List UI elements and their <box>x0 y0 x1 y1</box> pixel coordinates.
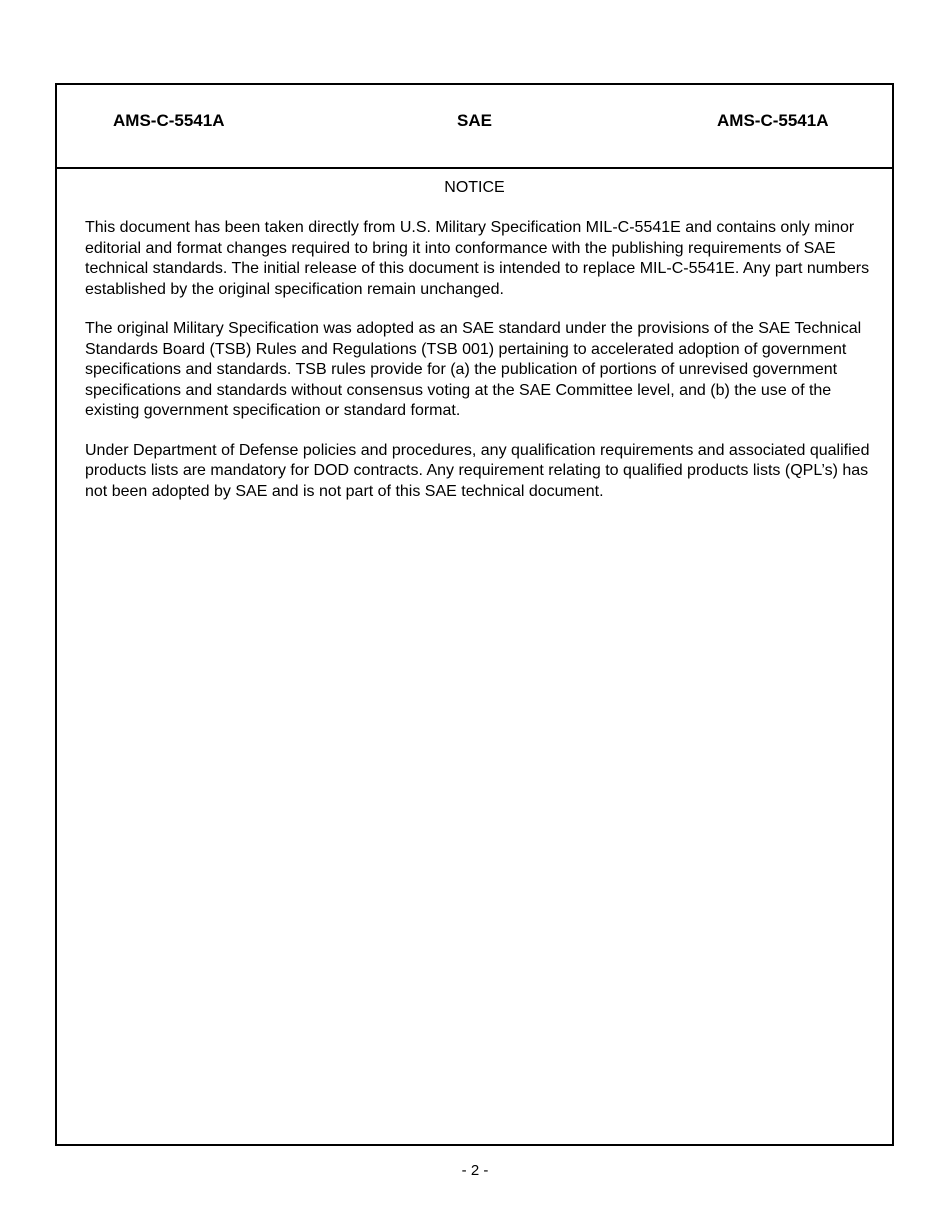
notice-paragraph: The original Military Specification was adopted as an SAE standard under the provisions of the SAE Technical Standards Board (TSB) Rules and Regulations (TSB 001) pertaining to accelerated adoption of government specifications and standards. TSB rules provide for (a) the publication of portions of unrevised government specifications and standards without consensus voting at the SAE Committee level, and (b) the use of the existing government specification or standard format. <box>85 320 862 419</box>
page-number: - 2 - <box>461 1162 489 1179</box>
notice-paragraph: This document has been taken directly from U.S. Military Specification MIL-C-5541E and contains only minor editorial and format changes required to bring it into conformance with the publishing requirements of SAE technical standards. The initial release of this document is intended to replace MIL-C-5541E. Any part numbers established by the original specification remain unchanged. <box>85 219 870 298</box>
page-frame <box>55 83 894 1146</box>
notice-body <box>85 218 875 521</box>
document-header <box>57 85 892 169</box>
header-document-code-left: AMS-C-5541A <box>113 111 225 130</box>
header-organization: SAE <box>457 111 492 130</box>
notice-title: NOTICE <box>444 179 505 196</box>
header-document-code-right: AMS-C-5541A <box>717 111 829 130</box>
notice-paragraph: Under Department of Defense policies and procedures, any qualification requirements and associated qualified products lists are mandatory for DOD contracts. Any requirement relating to qualified products lists (QPL’s) has not been adopted by SAE and is not part of this SAE technical document. <box>85 441 870 500</box>
